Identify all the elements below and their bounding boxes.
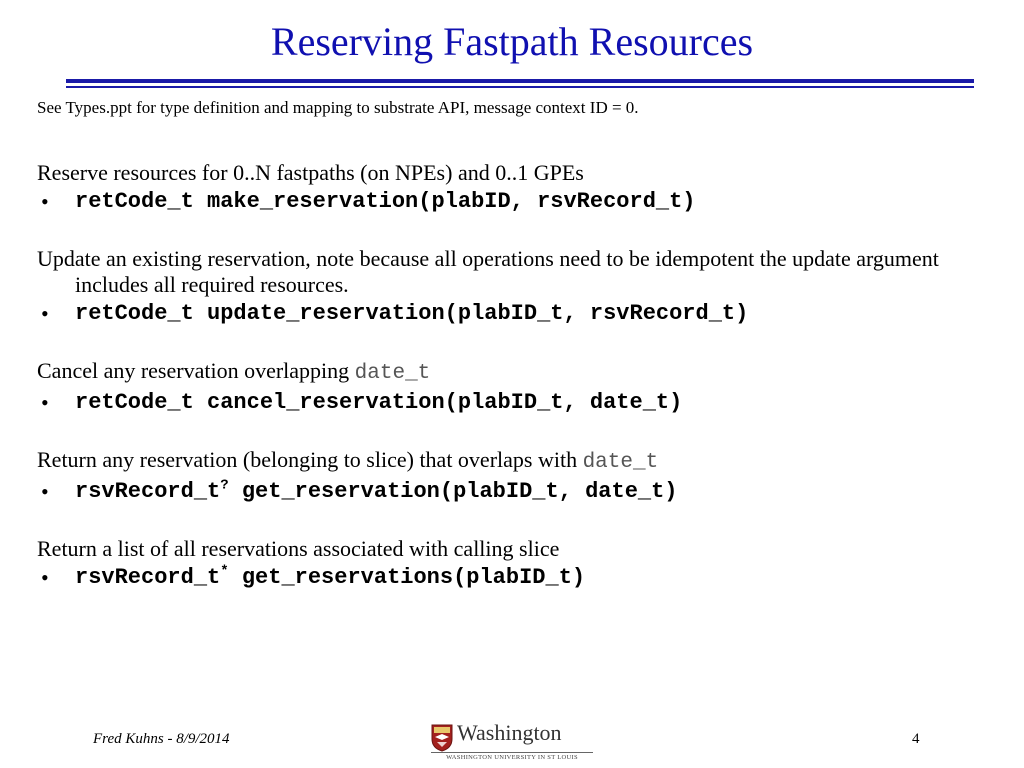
university-logo (431, 722, 593, 762)
code-signature: retCode_t cancel_reservation(plabID_t, date_t) (75, 390, 683, 415)
footer-author-date: Fred Kuhns - 8/9/2014 (93, 731, 230, 747)
title-rule-thick (66, 79, 974, 83)
section-text: Update an existing reservation, note because all operations need to be idempotent the update argument includes all required resources. (37, 246, 939, 297)
section-text: Return any reservation (belonging to slice) that overlaps with (37, 447, 583, 472)
code-type: rsvRecord_t (75, 565, 221, 590)
bullet-icon: • (41, 189, 49, 214)
university-crest-icon (431, 724, 453, 752)
slide-title: Reserving Fastpath Resources (270, 19, 754, 64)
logo-wordmark: Washington (457, 720, 562, 745)
bullet-code-get-reservation (37, 478, 987, 506)
code-signature: retCode_t make_reservation(plabID, rsvRecord_t) (75, 189, 696, 214)
bullet-icon: • (41, 479, 49, 504)
logo-divider (431, 752, 593, 753)
code-type: rsvRecord_t (75, 479, 221, 504)
slide-body (37, 160, 987, 592)
bullet-code-make-reservation (37, 188, 987, 216)
inline-code: date_t (582, 451, 659, 474)
logo-subtitle: WASHINGTON UNIVERSITY IN ST LOUIS (446, 754, 578, 761)
code-superscript: * (220, 563, 229, 580)
bullet-icon: • (41, 301, 49, 326)
bullet-code-get-reservations (37, 564, 987, 592)
title-rule-thin (66, 86, 974, 88)
section-text-cancel (37, 358, 987, 387)
bullet-icon: • (41, 390, 49, 415)
code-signature: retCode_t update_reservation(plabID_t, rsvRecord_t) (75, 301, 749, 326)
bullet-code-update-reservation (37, 300, 987, 328)
intro-note: See Types.ppt for type definition and mapping to substrate API, message context ID = 0. (37, 98, 639, 117)
section-text: Reserve resources for 0..N fastpaths (on NPEs) and 0..1 GPEs (37, 160, 584, 185)
section-text: Return a list of all reservations associated with calling slice (37, 536, 560, 561)
section-text-get (37, 447, 987, 476)
page-number: 4 (912, 731, 920, 747)
bullet-icon: • (41, 565, 49, 590)
bullet-code-cancel-reservation (37, 389, 987, 417)
section-text: Cancel any reservation overlapping (37, 358, 355, 383)
code-signature: get_reservation(plabID_t, date_t) (228, 479, 678, 504)
inline-code: date_t (354, 362, 431, 385)
code-superscript: ? (220, 477, 229, 494)
code-signature: get_reservations(plabID_t) (228, 565, 586, 590)
